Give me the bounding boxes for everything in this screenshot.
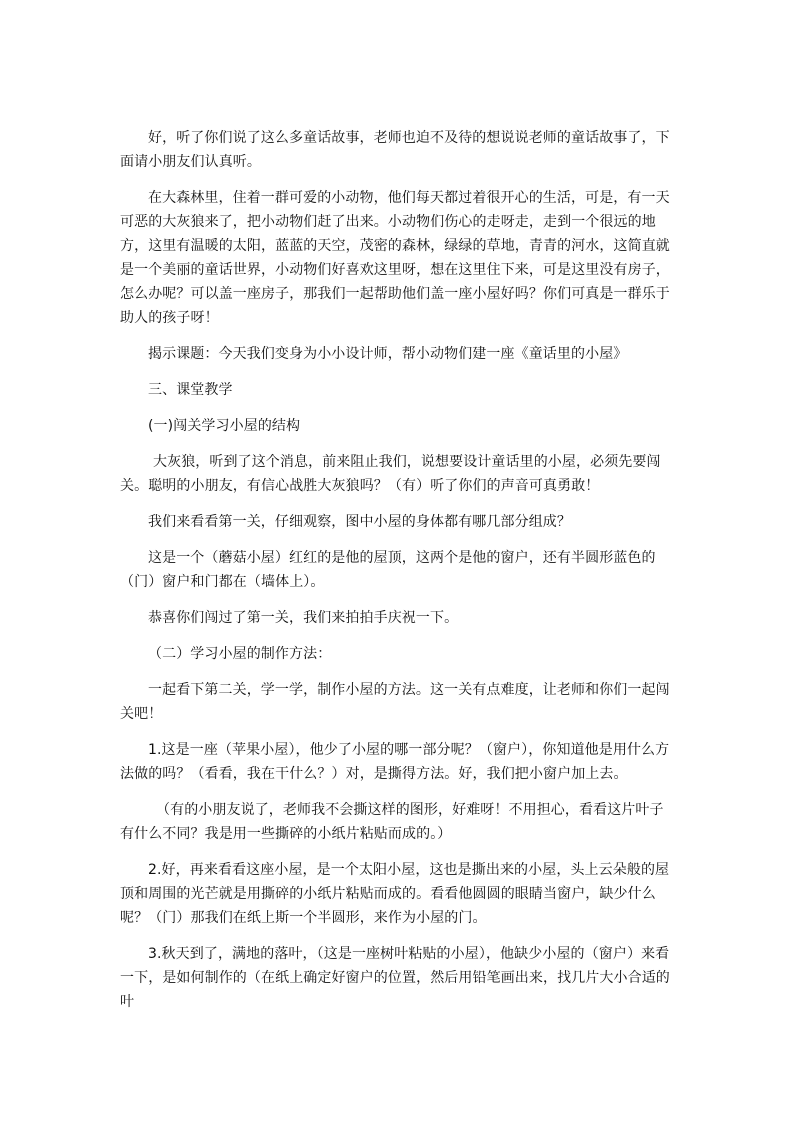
paragraph-wolf: 大灰狼，听到了这个消息，前来阻止我们，说想要设计童话里的小屋，必须先要闯关。聪明的小朋友，有信心战胜大灰狼吗？（有）听了你们的声音可真勇敢！ [120,454,661,494]
paragraph-sun-house: 2.好，再来看看这座小屋，是一个太阳小屋，这也是撕出来的小屋，头上云朵般的屋顶和周围的光芒就是用撕碎的小纸片粘贴而成的。看看他圆圆的眼睛当窗户，缺少什么呢？（门）那我们在纸上斯一个半圆形，来作为小屋的门。 [120,862,670,926]
document-body [120,126,676,1026]
paragraph-topic: 揭示课题：今天我们变身为小小设计师，帮小动物们建一座《童话里的小屋》 [148,346,628,362]
subsection-heading-structure: (一)闯关学习小屋的结构 [148,418,301,434]
section-heading-classroom-teaching: 三、课堂教学 [148,382,233,398]
paragraph-second-level: 一起看下第二关，学一学，制作小屋的方法。这一关有点难度，让老师和你们一起闯关吧！ [120,682,670,722]
subsection-heading-method: （二）学习小屋的制作方法： [148,646,332,662]
paragraph-apple-house: 1.这是一座（苹果小屋），他少了小屋的哪一部分呢？（窗户），你知道他是用什么方法做的吗？（看看，我在干什么？）对，是撕得方法。好，我们把小窗户加上去。 [120,742,670,782]
paragraph-story: 在大森林里，住着一群可爱的小动物，他们每天都过着很开心的生活，可是，有一天可恶的大灰狼来了，把小动物们赶了出来。小动物们伤心的走呀走，走到一个很远的地方，这里有温暖的太阳，蓝蓝的天空，茂密的森林，绿绿的草地，青青的河水，这简直就是一个美丽的童话世界，小动物们好喜欢这里呀，想在这里住下来，可是这里没有房子，怎么办呢？可以盖一座房子，那我们一起帮助他们盖一座小屋好吗？你们可真是一群乐于助人的孩子呀！ [120,190,670,326]
paragraph-leaf-house: 3.秋天到了，满地的落叶，（这是一座树叶粘贴的小屋），他缺少小屋的（窗户）来看一下，是如何制作的（在纸上确定好窗户的位置，然后用铅笔画出来，找几片大小合适的叶 [120,946,670,1010]
paragraph-congrats: 恭喜你们闯过了第一关，我们来拍拍手庆祝一下。 [148,610,459,626]
paragraph-leaf-note: （有的小朋友说了，老师我不会撕这样的图形，好难呀！不用担心，看看这片叶子有什么不同？我是用一些撕碎的小纸片粘贴而成的。） [120,802,664,842]
paragraph-first-level: 我们来看看第一关，仔细观察，图中小屋的身体都有哪几部分组成？ [148,514,571,530]
paragraph-intro: 好，听了你们说了这么多童话故事，老师也迫不及待的想说说老师的童话故事了，下面请小朋友们认真听。 [120,130,670,170]
paragraph-mushroom-house: 这是一个（蘑菇小屋）红红的是他的屋顶，这两个是他的窗户，还有半圆形蓝色的（门）窗户和门都在（墙体上）。 [120,550,656,590]
